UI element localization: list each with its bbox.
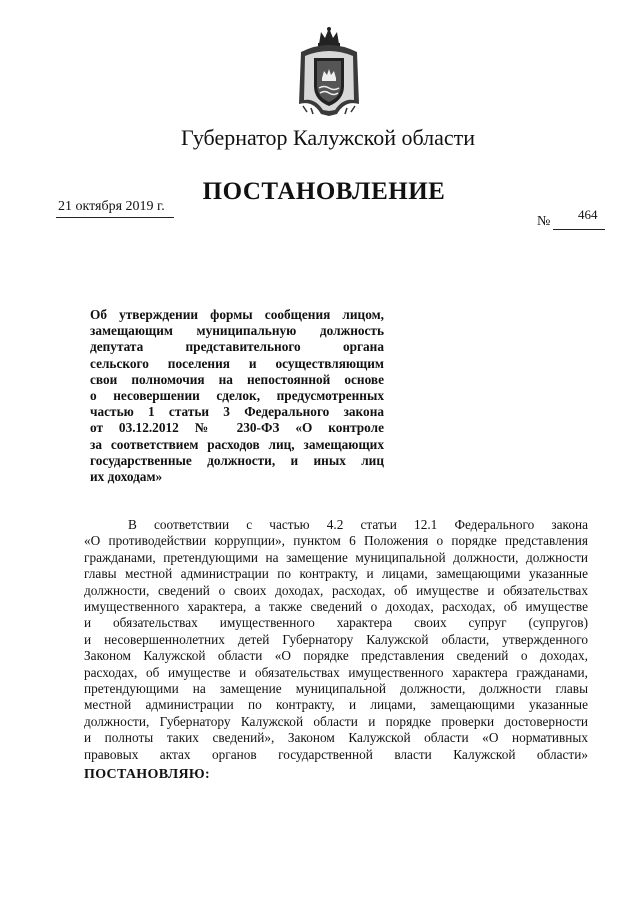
document-body [84,517,588,763]
body-line: В соответствии с частью 4.2 статьи 12.1 Федерального закона [128,517,588,532]
body-line: и несовершеннолетних детей Губернатору Калужской области, утвержденного [84,631,588,647]
body-line: и обязательствах имущественного характера своих супруг (супругов) [84,615,588,631]
body-line: должности, сведений о своих доходах, расходах, об имуществе и обязательствах [84,582,588,598]
subject-line: их доходам» [90,469,163,485]
decree-word: ПОСТАНОВЛЯЮ: [84,767,210,782]
number-underline [553,229,605,230]
number-sign: № [537,214,551,229]
body-line: правовых актах органов государственной власти Калужской области» [84,746,588,762]
document-subject [90,307,384,485]
subject-line: замещающим муниципальную должность [90,323,384,339]
subject-line: депутата представительного органа [90,339,384,355]
subject-line: Об утверждении формы сообщения лицом, [90,307,384,322]
body-line: претендующими на замещение муниципальной должности, должности главы [84,681,588,697]
coat-of-arms-icon [297,26,361,118]
subject-line: за соответствием расходов лиц, замещающих [90,436,384,452]
document-date: 21 октября 2019 г. [58,199,165,214]
body-line: главы местной администрации по контракту, и лицами, замещающими указанные [84,566,588,582]
body-line: расходах, об имуществе и обязательствах имущественного характера гражданами, [84,664,588,680]
body-line: «О противодействии коррупции», пунктом 6 Положения о порядке представления [84,533,588,549]
body-line: и полноты таких сведений», Законом Калужской области «О нормативных [84,730,588,746]
body-line: местной администрации по контракту, и лицами, замещающими указанные [84,697,588,713]
body-line: должности, Губернатору Калужской области и порядке проверки достоверности [84,713,588,729]
body-line: Законом Калужской области «О порядке представления сведений о доходах, [84,648,588,664]
body-line: имущественного характера, а также сведений о доходах, расходах, об имуществе [84,599,588,615]
document-type-title: ПОСТАНОВЛЕНИЕ [202,178,446,205]
body-line: гражданами, претендующими на замещение муниципальной должности, должности [84,549,588,565]
subject-line: частью 1 статьи 3 Федерального закона [90,404,384,420]
issuing-authority: Губернатор Калужской области [180,125,476,150]
subject-line: свои полномочия на непостоянной основе [90,371,384,387]
subject-line: государственные должности, и иных лиц [90,452,384,468]
subject-line: о несовершении сделок, предусмотренных [90,388,384,404]
subject-line: сельского поселения и осуществляющим [90,355,384,371]
date-underline [56,217,174,218]
subject-line: от 03.12.2012 № 230-ФЗ «О контроле [90,420,384,436]
document-number: 464 [578,207,598,222]
